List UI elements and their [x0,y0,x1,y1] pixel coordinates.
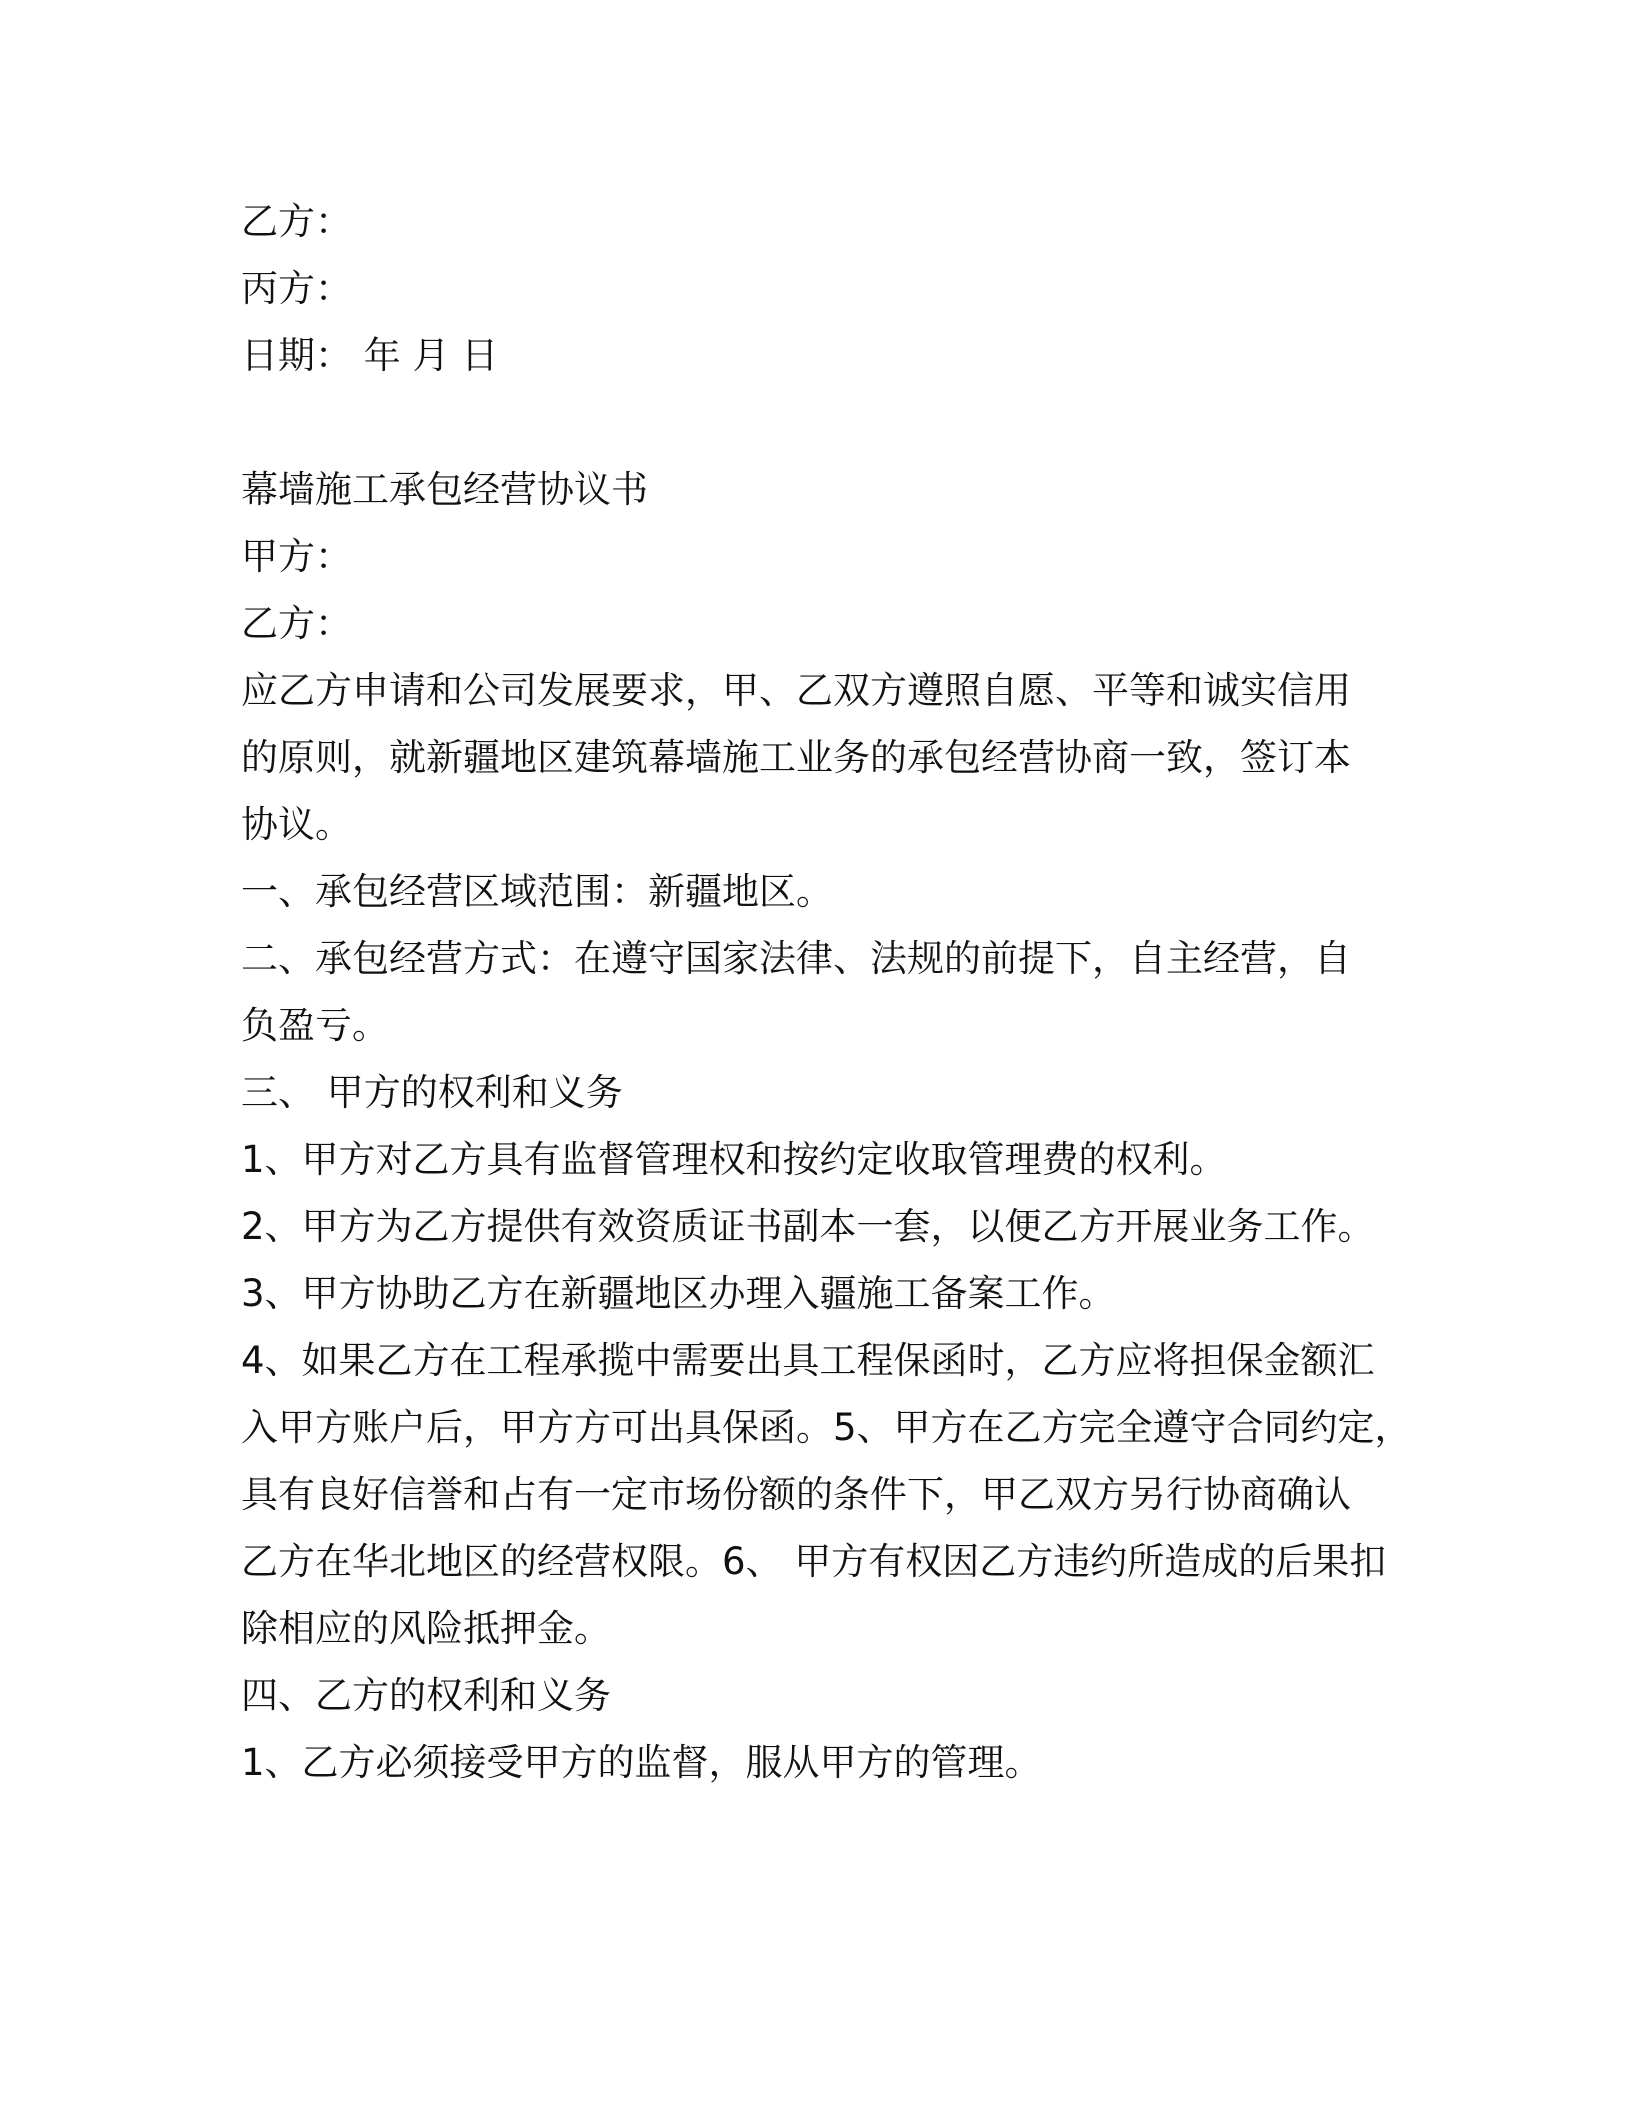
section-2-line-2: 负盈亏。 [241,1004,389,1047]
agreement-title: 幕墙施工承包经营协议书 [241,468,648,511]
section-4-heading: 四、乙方的权利和义务 [241,1674,611,1717]
header-date: 日期： 年 月 日 [241,334,499,377]
section-3-item-1: 1、甲方对乙方具有监督管理权和按约定收取管理费的权利。 [241,1138,1227,1181]
section-3-item-4-line-2: 入甲方账户后，甲方方可出具保函。5、甲方在乙方完全遵守合同约定， [241,1406,1412,1449]
header-party-c: 丙方： [241,267,352,310]
section-3-item-3: 3、甲方协助乙方在新疆地区办理入疆施工备案工作。 [241,1272,1116,1315]
header-party-b: 乙方： [241,200,352,243]
intro-line-2: 的原则，就新疆地区建筑幕墙施工业务的承包经营协商一致，签订本 [241,736,1351,779]
section-4-item-1: 1、乙方必须接受甲方的监督，服从甲方的管理。 [241,1741,1042,1784]
section-3-item-4-line-4: 乙方在华北地区的经营权限。6、 甲方有权因乙方违约所造成的后果扣 [241,1540,1387,1583]
section-3-item-2: 2、甲方为乙方提供有效资质证书副本一套，以便乙方开展业务工作。 [241,1205,1375,1248]
intro-line-1: 应乙方申请和公司发展要求，甲、乙双方遵照自愿、平等和诚实信用 [241,669,1351,712]
intro-line-3: 协议。 [241,803,352,846]
document-page [241,188,1421,1796]
section-3-item-4-line-5: 除相应的风险抵押金。 [241,1607,611,1650]
section-1: 一、承包经营区域范围：新疆地区。 [241,870,833,913]
agreement-party-a: 甲方： [241,535,352,578]
section-2-line-1: 二、承包经营方式：在遵守国家法律、法规的前提下，自主经营，自 [241,937,1351,980]
section-3-heading: 三、 甲方的权利和义务 [241,1071,623,1114]
agreement-party-b: 乙方： [241,602,352,645]
section-3-item-4-line-1: 4、如果乙方在工程承揽中需要出具工程保函时，乙方应将担保金额汇 [241,1339,1375,1382]
section-gap [241,389,1421,456]
section-3-item-4-line-3: 具有良好信誉和占有一定市场份额的条件下，甲乙双方另行协商确认 [241,1473,1351,1516]
